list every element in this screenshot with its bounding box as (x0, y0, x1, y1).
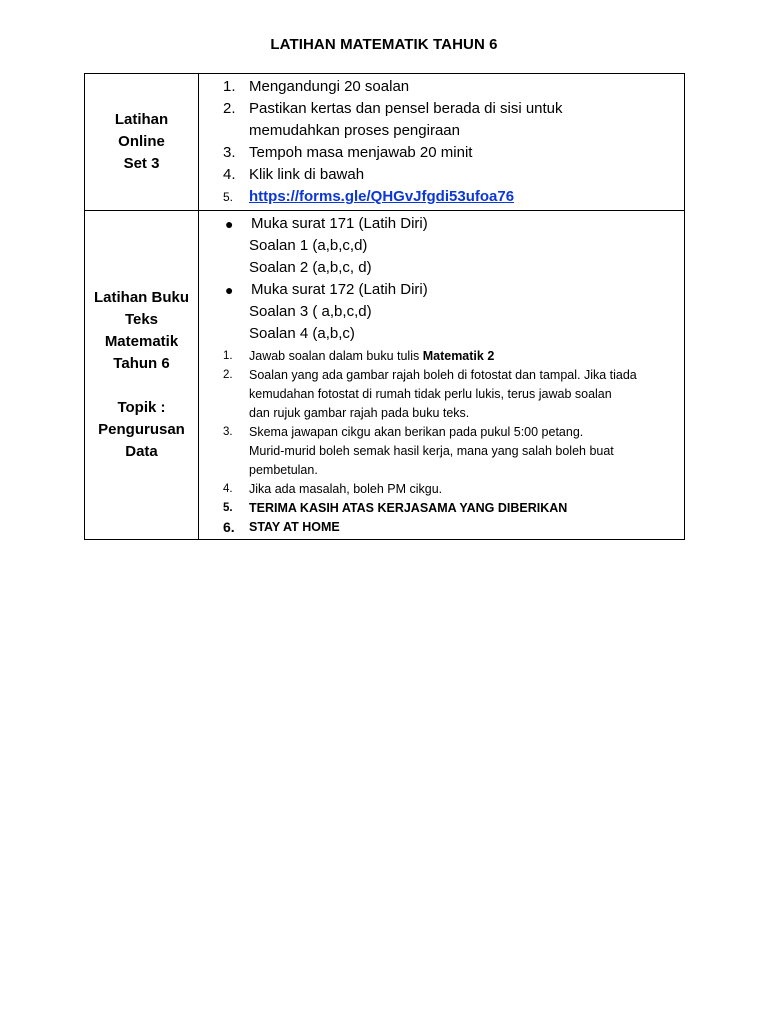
bullet-item (199, 279, 684, 301)
item-text-plain: Jawab soalan dalam buku tulis (249, 349, 423, 363)
item-text: Soalan yang ada gambar rajah boleh di fotostat dan tampal. Jika tiada (249, 368, 637, 382)
row-label-textbook (85, 211, 199, 540)
list-item (199, 347, 684, 366)
bullet-icon: ● (225, 282, 234, 298)
item-text: kemudahan fotostat di rumah tidak perlu lukis, terus jawab soalan (249, 387, 612, 401)
list-item-continuation (199, 404, 684, 423)
item-number: 4. (223, 166, 236, 183)
label-line: Teks (124, 311, 159, 328)
list-item (199, 164, 684, 186)
label-line: Data (125, 443, 158, 460)
exercise-table (84, 73, 685, 540)
sub-item: Soalan 2 (a,b,c, d) (249, 259, 372, 276)
label-line: Tahun 6 (113, 355, 170, 372)
item-number: 6. (223, 519, 235, 535)
label-line: Topik : (117, 399, 166, 416)
list-item-continuation (199, 385, 684, 404)
label-line: Latihan (114, 111, 169, 128)
item-number: 4. (223, 483, 233, 495)
label-line: Matematik (104, 333, 179, 350)
item-number: 1. (223, 78, 236, 95)
list-item (199, 480, 684, 499)
bullet-icon: ● (225, 216, 234, 232)
table-row-textbook (85, 211, 685, 540)
item-text: pembetulan. (249, 463, 318, 477)
label-line: Latihan Buku (93, 289, 189, 306)
list-item (199, 186, 684, 208)
item-text: Pastikan kertas dan pensel berada di sisi untuk (249, 100, 563, 117)
list-item (199, 518, 684, 537)
row-content-textbook (199, 211, 685, 540)
item-text: dan rujuk gambar rajah pada buku teks. (249, 406, 470, 420)
list-item-continuation (199, 461, 684, 480)
list-item (199, 366, 684, 385)
row-label-online (85, 74, 199, 211)
item-number: 5. (223, 502, 233, 514)
list-item (199, 499, 684, 518)
item-number: 3. (223, 144, 236, 161)
item-number: 2. (223, 369, 233, 381)
list-item (199, 142, 684, 164)
label-line: Set 3 (123, 155, 160, 172)
list-item (199, 423, 684, 442)
item-number: 3. (223, 426, 233, 438)
label-line: Pengurusan (98, 421, 185, 438)
item-text: Klik link di bawah (249, 166, 365, 183)
form-link[interactable]: https://forms.gle/QHGvJfgdi53ufoa76 (249, 188, 515, 205)
item-text: memudahkan proses pengiraan (249, 122, 460, 139)
label-line: Online (118, 133, 165, 150)
bullet-text: Muka surat 171 (Latih Diri) (251, 215, 428, 232)
item-text: Tempoh masa menjawab 20 minit (249, 144, 473, 161)
item-number: 1. (223, 350, 233, 362)
sub-item: Soalan 1 (a,b,c,d) (249, 237, 368, 254)
list-item (199, 98, 684, 120)
item-text (249, 347, 684, 366)
sub-item: Soalan 3 ( a,b,c,d) (249, 303, 372, 320)
sub-item: Soalan 4 (a,b,c) (249, 325, 355, 342)
label-spacer (85, 375, 198, 397)
item-number: 2. (223, 100, 236, 117)
page-title: LATIHAN MATEMATIK TAHUN 6 (270, 36, 498, 53)
list-item (199, 76, 684, 98)
item-number: 5. (223, 190, 234, 204)
item-text: STAY AT HOME (249, 520, 340, 534)
item-text: Mengandungi 20 soalan (249, 78, 410, 95)
item-text: TERIMA KASIH ATAS KERJASAMA YANG DIBERIKAN (249, 501, 568, 515)
table-row-online (85, 74, 685, 211)
row-content-online (199, 74, 685, 211)
bullet-text: Muka surat 172 (Latih Diri) (251, 281, 428, 298)
item-text: Jika ada masalah, boleh PM cikgu. (249, 482, 443, 496)
item-text: Skema jawapan cikgu akan berikan pada pukul 5:00 petang. (249, 425, 584, 439)
list-item-continuation (199, 442, 684, 461)
item-text: Murid-murid boleh semak hasil kerja, mana yang salah boleh buat (249, 444, 614, 458)
item-text-bold: Matematik 2 (422, 349, 495, 363)
bullet-item (199, 213, 684, 235)
list-item-continuation (199, 120, 684, 142)
